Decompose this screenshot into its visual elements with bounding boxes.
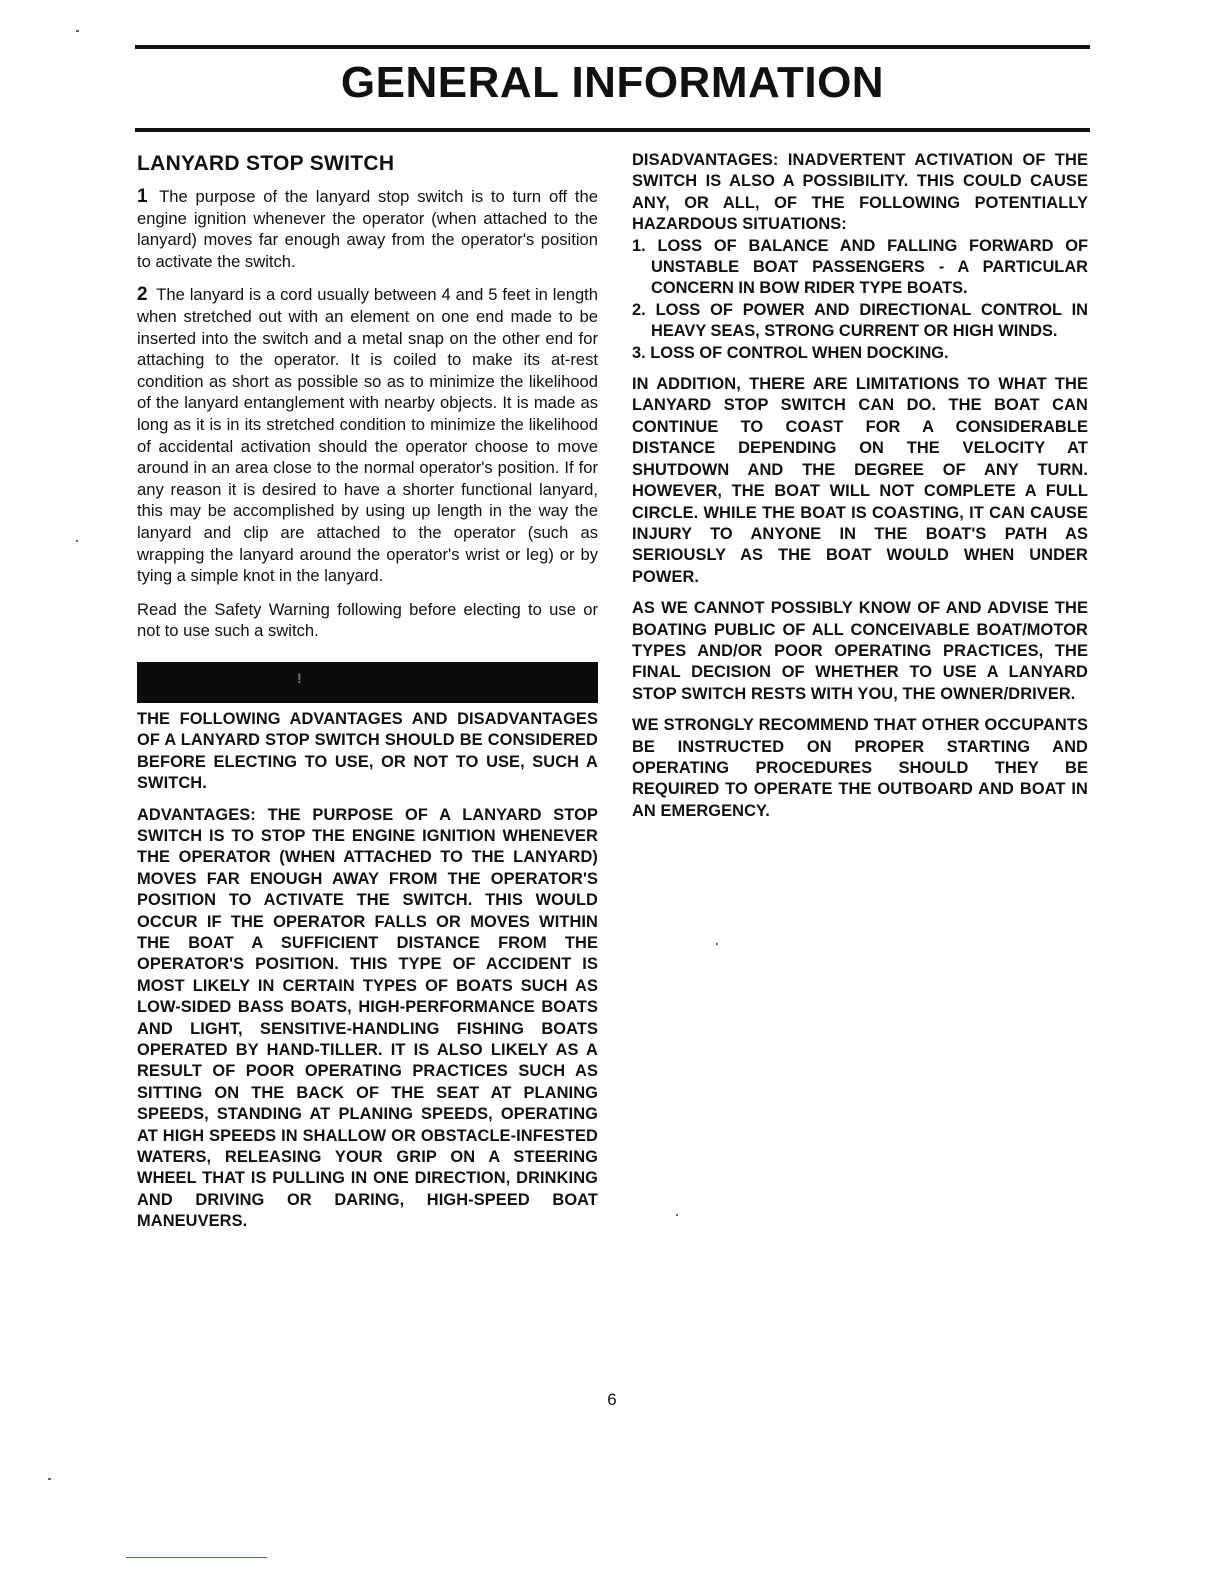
hazard-list bbox=[632, 236, 1088, 364]
left-column bbox=[137, 150, 598, 1243]
scan-speck bbox=[676, 1214, 678, 1216]
paragraph-1 bbox=[137, 186, 598, 272]
safety-warning-banner bbox=[137, 662, 598, 703]
section-heading: LANYARD STOP SWITCH bbox=[137, 152, 395, 175]
warning-intro: THE FOLLOWING ADVANTAGES AND DISADVANTAGES OF A LANYARD STOP SWITCH SHOULD BE CONSIDERED BEFORE ELECTING TO USE, OR NOT TO USE, SUCH A SWITCH. bbox=[137, 709, 598, 793]
paragraph-2-text: The lanyard is a cord usually between 4 and 5 feet in length when stretched out with an element on one end made to be inserted into the switch and a metal snap on the other end for attaching to the operator. It is coiled to make its at-rest condition as short as possible so as to minimize the likelihood of the lanyard entanglement with nearby objects. It is made as long as it is in its stretched condition to minimize the likelihood of accidental activation should the operator choose to move around in an area close to the normal operator's position. If for any reason it is desired to have a shorter functional lanyard, this may be accomplished by using up length in the way the lanyard and clip are attached to the operator (such as wrapping the lanyard around the operator's wrist or leg) or by tying a simple knot in the lanyard. bbox=[137, 285, 599, 586]
paragraph-3: Read the Safety Warning following before electing to use or not to use such a switch. bbox=[137, 599, 598, 641]
list-item: 3. LOSS OF CONTROL WHEN DOCKING. bbox=[632, 343, 949, 362]
paragraph-number-1: 1 bbox=[137, 186, 148, 207]
footer-line bbox=[126, 1557, 267, 1558]
top-rule bbox=[135, 45, 1090, 49]
advantages-text: ADVANTAGES: THE PURPOSE OF A LANYARD STOP SWITCH IS TO STOP THE ENGINE IGNITION WHENEVER THE OPERATOR (WHEN ATTACHED TO THE LANYARD) MOVES FAR ENOUGH AWAY FROM THE OPERATOR'S POSITION TO ACTIVATE THE SWITCH. THIS WOULD OCCUR IF THE OPERATOR FALLS OR MOVES WITHIN THE BOAT A SUFFICIENT DISTANCE FROM THE OPERATOR'S POSITION. THIS TYPE OF ACCIDENT IS MOST LIKELY IN CERTAIN TYPES OF BOATS SUCH AS LOW-SIDED BASS BOATS, HIGH-PERFORMANCE BOATS AND LIGHT, SENSITIVE-HANDLING FISHING BOATS OPERATED BY HAND-TILLER. IT IS ALSO LIKELY AS A RESULT OF POOR OPERATING PRACTICES SUCH AS SITTING ON THE BACK OF THE SEAT AT PLANING SPEEDS, STANDING AT PLANING SPEEDS, OPERATING AT HIGH SPEEDS IN SHALLOW OR OBSTACLE-INFESTED WATERS, RELEASING YOUR GRIP ON A STEERING WHEEL THAT IS PULLING IN ONE DIRECTION, DRINKING AND DRIVING OR DARING, HIGH-SPEED BOAT MANEUVERS. bbox=[137, 805, 598, 1231]
paragraph-number-2: 2 bbox=[137, 284, 148, 306]
limitations-text: IN ADDITION, THERE ARE LIMITATIONS TO WHAT THE LANYARD STOP SWITCH CAN DO. THE BOAT CAN CONTINUE TO COAST FOR A CONSIDERABLE DISTANCE DEPENDING ON THE VELOCITY AT SHUTDOWN AND THE DEGREE OF ANY TURN. HOWEVER, THE BOAT WILL NOT COMPLETE A FULL CIRCLE. WHILE THE BOAT IS COASTING, IT CAN CAUSE INJURY TO ANYONE IN THE BOAT'S PATH AS SERIOUSLY AS THE BOAT WOULD WHEN UNDER POWER. bbox=[632, 375, 1088, 586]
disadvantages-text: DISADVANTAGES: INADVERTENT ACTIVATION OF THE SWITCH IS ALSO A POSSIBILITY. THIS COULD CAUSE ANY, OR ALL, OF THE FOLLOWING POTENTIALLY HAZARDOUS SITUATIONS: bbox=[632, 151, 1088, 234]
scan-speck bbox=[76, 540, 78, 542]
decision-text: AS WE CANNOT POSSIBLY KNOW OF AND ADVISE THE BOATING PUBLIC OF ALL CONCEIVABLE BOAT/MOTOR TYPES AND/OR POOR OPERATING PRACTICES, THE FINAL DECISION OF WHETHER TO USE A LANYARD STOP SWITCH RESTS WITH YOU, THE OWNER/DRIVER. bbox=[632, 599, 1088, 703]
paragraph-1-text: The purpose of the lanyard stop switch is to turn off the engine ignition whenever the operator (when attached to the lanyard) moves far enough away from the operator's position to activate the switch. bbox=[137, 187, 599, 271]
list-item: 1. LOSS OF BALANCE AND FALLING FORWARD OF UNSTABLE BOAT PASSENGERS - A PARTICULAR CONCERN IN BOW RIDER TYPE BOATS. bbox=[632, 236, 1088, 298]
right-column bbox=[632, 150, 1088, 832]
paragraph-2 bbox=[137, 284, 598, 586]
page-title: GENERAL INFORMATION bbox=[340, 58, 885, 107]
page-number: 6 bbox=[607, 1390, 617, 1409]
warning-icon: ! bbox=[297, 669, 302, 686]
scan-speck bbox=[48, 1478, 51, 1480]
scan-speck bbox=[76, 30, 79, 32]
recommendation-text: WE STRONGLY RECOMMEND THAT OTHER OCCUPANTS BE INSTRUCTED ON PROPER STARTING AND OPERATING PROCEDURES SHOULD THEY BE REQUIRED TO OPERATE THE OUTBOARD AND BOAT IN AN EMERGENCY. bbox=[632, 716, 1088, 820]
scan-speck bbox=[716, 943, 718, 945]
list-item: 2. LOSS OF POWER AND DIRECTIONAL CONTROL IN HEAVY SEAS, STRONG CURRENT OR HIGH WINDS. bbox=[632, 300, 1088, 341]
title-bottom-rule bbox=[135, 128, 1090, 132]
